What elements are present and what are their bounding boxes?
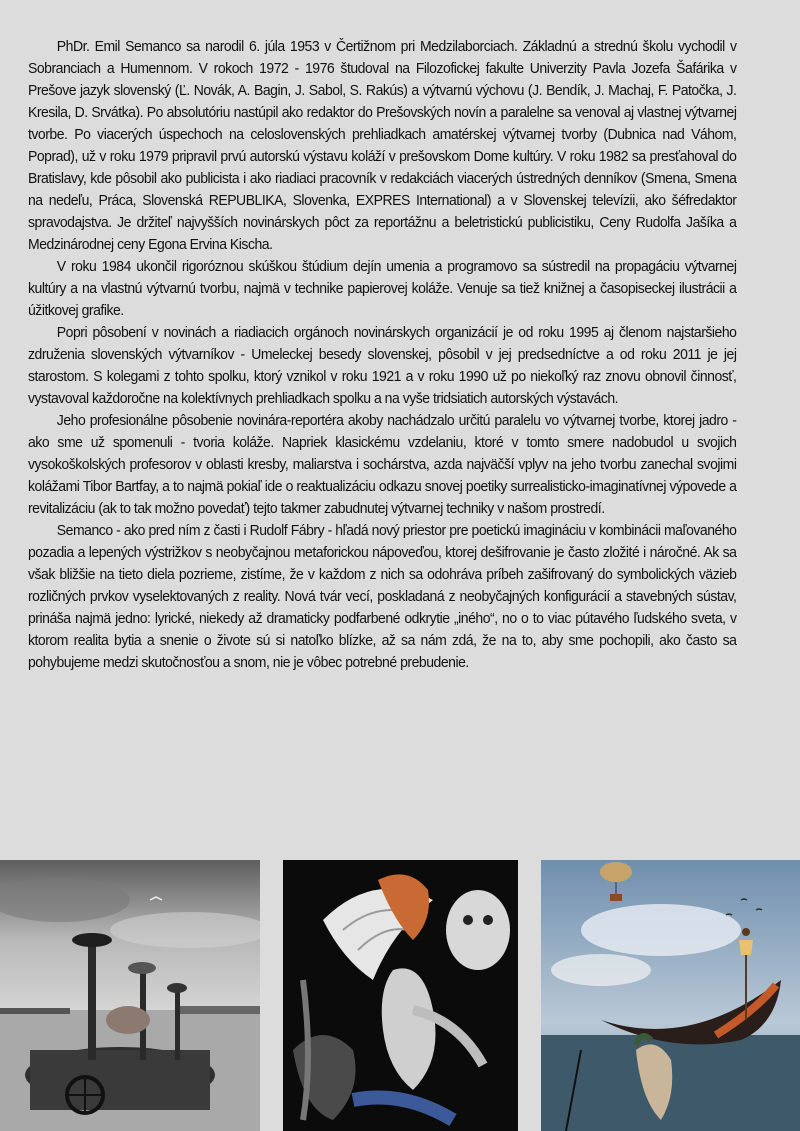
paragraph-rigorous-exam: V roku 1984 ukončil rigoróznou skúškou štúdium dejín umenia a programovo sa sústredil na propagáciu výtvarnej kultúry a na vlastnú výtvarnú tvorbu, najmä v technike papierovej koláže. Venuje sa tiež knižnej a časopiseckej ilustrácii a úžitkovej grafike.: [28, 259, 737, 319]
artwork-gondola-seascape: [541, 860, 800, 1131]
paragraph-birth-education: PhDr. Emil Semanco sa narodil 6. júla 1953 v Čertižnom pri Medzilaborciach. Základnú a strednú školu vychodil v Sobranciach a Humennom. V rokoch 1972 - 1976 študoval na Filozofickej fakulte Univerzity Pavla Jozefa Šafárika v Prešove jazyk slovenský (Ľ. Novák, A. Bagin, J. Sabol, S. Rakús) a výtvarnú výchovu (J. Bendík, J. Machaj, F. Patočka, J. Kresila, D. Srvátka). Po absolutóriu nastúpil ako redaktor do Prešovských novín a paralelne sa venoval aj vlastnej výtvarnej tvorbe. Po viacerých úspechoch na celoslovenských prehliadkach amatérskej výtvarnej tvorby (Dubnica nad Váhom, Poprad), už v roku 1979 pripravil prvú autorskú výstavu koláží v prešovskom Dome kultúry. V roku 1982 sa presťahoval do Bratislavy, kde pôsobil ako publicista i ako riadiaci pracovník v redakciách viacerých ústredných denníkov (Smena, Smena na nedeľu, Práca, Slovenská REPUBLIKA, Slovenka, EXPRES International) a v Slovenskej televízii, ako šéfredaktor spravodajstva. Je držiteľ najvyšších novinárskych pôct za reportážnu a beletristickú publicistiku, Ceny Rudolfa Jašíka a Medzinárodnej ceny Egona Ervina Kischa.: [28, 39, 737, 253]
artwork-gallery: [0, 860, 800, 1131]
paragraph-journalism-parallel: Jeho profesionálne pôsobenie novinára-reportéra akoby nachádzalo určitú paralelu vo výtvarnej tvorbe, ktorej jadro - ako sme už spomenuli - tvoria koláže. Napriek klasickému vzdelaniu, ktoré v tomto smere nadobudol u svojich vysokoškolských profesorov v oblasti kresby, maliarstva i sochárstva, azda najväčší vplyv na jeho tvorbu zanechal svojimi kolážami Tibor Bartfay, a to najmä pokiaľ ide o reaktualizáciu odkazu snovej poetiky surrealisticko-imaginatívnej výpovede a revitalizáciu (ak to tak možno povedať) tejto takmer zabudnutej výtvarnej techniky v našom prostredí.: [28, 413, 737, 517]
artwork-mushroom-island: [0, 860, 260, 1131]
paragraph-poetic-imagination: Semanco - ako pred ním z časti i Rudolf Fábry - hľadá nový priestor pre poetickú imagináciu v kombinácii maľovaného pozadia a lepených výstrižkov s neobyčajnou metaforickou nápoveďou, ktorej dešifrovanie je často zložité i náročné. Ak sa však bližšie na tieto diela pozrieme, zistíme, že v každom z nich sa odohráva príbeh zašifrovaný do symbolických väzieb rozličných prvkov vyselektovaných z reality. Nová tvár vecí, poskladaná z neobyčajných konfigurácií a stavebných sústav, prináša najmä jedno: lyrické, niekedy až dramaticky podfarbené odkrytie „iného“, no o to viac pútavého ľudského sveta, v ktorom realita bytia a snenie o živote sú si natoľko blízke, až sa nám zdá, že na to, aby sme pochopili, ako často sa pohybujeme medzi skutočnosťou a snom, nie je vôbec potrebné prebudenie.: [28, 523, 737, 671]
paragraph-art-association: Popri pôsobení v novinách a riadiacich orgánoch novinárskych organizácií je od roku 1995 aj členom najstaršieho združenia slovenských výtvarníkov - Umeleckej besedy slovenskej, pôsobil v jej predsedníctve a od roku 2011 je jej starostom. S kolegami z tohto spolku, ktorý vznikol v roku 1921 a v roku 1990 už po niekoľký raz znovu obnovil činnosť, vystavoval každoročne na kolektívnych prehliadkach spolku a na vyše tridsiatich autorských výstavách.: [28, 325, 737, 407]
biography-text: [28, 36, 766, 674]
artwork-winged-figures: [283, 860, 518, 1131]
